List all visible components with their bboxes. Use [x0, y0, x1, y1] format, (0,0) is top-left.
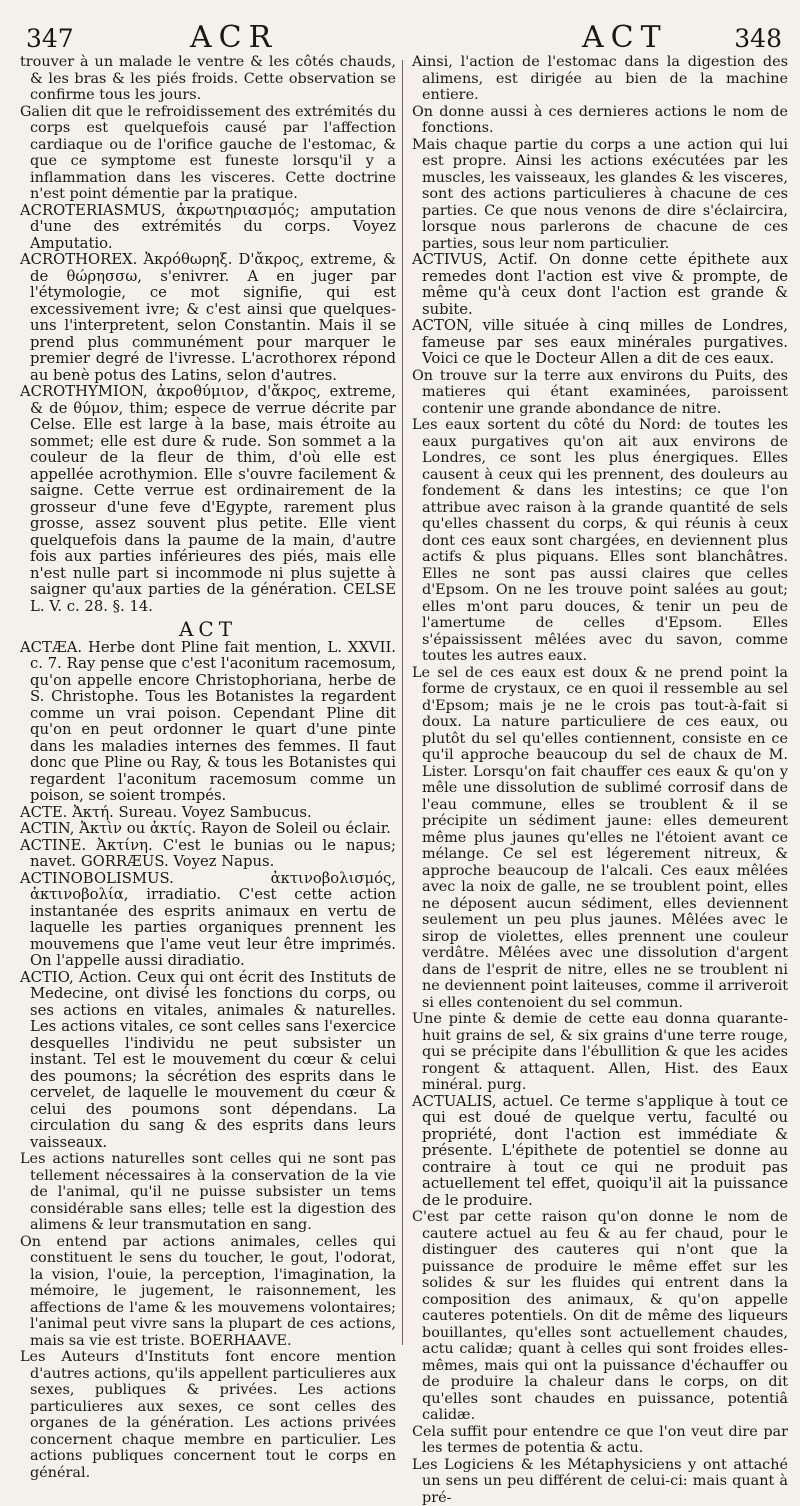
- paragraph: Ainsi, l'action de l'estomac dans la digestion des alimens, est dirigée au bien de la machine entiere.: [412, 54, 788, 104]
- entry-actine: ACTINE. Ἀκτίνη. C'est le bunias ou le napus; navet. GORRÆUS. Voyez Napus.: [20, 838, 396, 871]
- paragraph: trouver à un malade le ventre & les côtés chauds, & les bras & les piés froids. Cette observation se confirme tous les jours.: [20, 54, 396, 104]
- entry-actualis: ACTUALIS, actuel. Ce terme s'applique à tout ce qui est doué de quelque vertu, faculté ou propriété, dont l'action est immédiate & présente. L'épithete de potentiel se donne au contraire à tout ce qui ne produit pas actuellement tel effet, quoiqu'il ait la puissance de le produire.: [412, 1094, 788, 1210]
- entry-actinobolismus: ACTINOBOLISMUS. ἀκτινοβολισμός, ἀκτινοβολία, irradiatio. C'est cette action instantanée des esprits animaux en vertu de laquelle les parties organiques prennent les mouvemens que l'ame veut leur être imprimés. On l'appelle aussi diradiatio.: [20, 871, 396, 970]
- left-running-head: ACR: [190, 20, 278, 55]
- section-heading: ACT: [20, 621, 396, 638]
- entry-actio: ACTIO, Action. Ceux qui ont écrit des Instituts de Medecine, ont divisé les fonctions du corps, ou ses actions en vitales, animales & naturelles. Les actions vitales, ce sont celles sans l'exercice desquelles l'individu ne peut subsister un instant. Tel est le mouvement du cœur & celui des poumons; la sécrétion des esprits dans le cervelet, de laquelle le mouvement du cœur & celui des poumons sont dépendans. La circulation du sang & des esprits dans leurs vaisseaux.: [20, 970, 396, 1152]
- entry-acton: ACTON, ville située à cinq milles de Londres, fameuse par ses eaux minérales purgatives. Voici ce que le Docteur Allen a dit de ces eaux.: [412, 318, 788, 368]
- column-divider: [402, 60, 403, 1345]
- entry-activus: ACTIVUS, Actif. On donne cette épithete aux remedes dont l'action est vive & prompte, de même qu'à ceux dont l'action est grande & subite.: [412, 252, 788, 318]
- paragraph: Les Auteurs d'Instituts font encore mention d'autres actions, qu'ils appellent particulieres aux sexes, publiques & privées. Les actions particulieres aux sexes, ce sont celles des organes de la génération. Les actions privées concernent chaque membre en particulier. Les actions publiques concernent tout le corps en général.: [20, 1349, 396, 1481]
- paragraph: On trouve sur la terre aux environs du Puits, des matieres qui étant examinées, paroissent contenir une grande abondance de nitre.: [412, 368, 788, 418]
- paragraph: Cela suffit pour entendre ce que l'on veut dire par les termes de potentia & actu.: [412, 1424, 788, 1457]
- left-column: [20, 54, 396, 1481]
- entry-acroteriasmus: ACROTERIASMUS, ἀκρωτηριασμός; amputation d'une des extrémités du corps. Voyez Amputatio.: [20, 203, 396, 253]
- entry-acrothymion: ACROTHYMION, ἀκροθύμιον, d'ἄκρος, extreme, & de θύμον, thim; espece de verrue décrite par Celse. Elle est large à la base, mais étroite au sommet; elle est dure & rude. Son sommet a la couleur de la fleur de thim, d'où elle est appellée acrothymion. Elle s'ouvre facilement & saigne. Cette verrue est ordinairement de la grosseur d'une feve d'Egypte, rarement plus grosse, assez souvent plus petite. Elle vient quelquefois dans la paume de la main, d'autre fois aux parties inférieures des piés, mais elle n'est nulle part si incommode ni plus sujette à saigner qu'aux parties de la génération. CELSE L. V. c. 28. §. 14.: [20, 384, 396, 615]
- paragraph: Les eaux sortent du côté du Nord: de toutes les eaux purgatives qu'on ait aux environs de Londres, ce sont les plus énergiques. Elles causent à ceux qui les prennent, des douleurs au fondement & dans les intestins; ce que l'on attribue avec raison à la grande quantité de sels qu'elles chassent du corps, & qui réunis à ceux dont ces eaux sont chargées, en deviennent plus actifs & plus piquans. Elles sont blanchâtres. Elles ne sont pas aussi claires que celles d'Epsom. On ne les trouve point salées au gout; elles m'ont paru douces, & tenir un peu de l'amertume de celles d'Epsom. Elles s'épaississent mêlées avec du savon, comme toutes les autres eaux.: [412, 417, 788, 665]
- entry-actin: ACTIN, Ἀκτὶν ou ἀκτίς. Rayon de Soleil ou éclair.: [20, 821, 396, 838]
- entry-actaea: ACTÆA. Herbe dont Pline fait mention, L. XXVII. c. 7. Ray pense que c'est l'aconitum racemosum, qu'on appelle encore Christophoriana, herbe de S. Christophe. Tous les Botanistes la regardent comme un vrai poison. Cependant Pline dit qu'on en peut ordonner le quart d'une pinte dans les maladies internes des femmes. Il faut donc que Pline ou Ray, & tous les Botanistes qui regardent l'aconitum racemosum comme un poison, se soient trompés.: [20, 640, 396, 805]
- entry-acte: ACTE. Ἀκτή. Sureau. Voyez Sambucus.: [20, 805, 396, 822]
- paragraph: On entend par actions animales, celles qui constituent le sens du toucher, le gout, l'odorat, la vision, l'ouie, la perception, l'imagination, la mémoire, le jugement, le raisonnement, les affections de l'ame & les mouvemens volontaires; l'animal peut vivre sans la plupart de ces actions, mais sa vie est triste. BOERHAAVE.: [20, 1234, 396, 1350]
- paragraph: Une pinte & demie de cette eau donna quarante-huit grains de sel, & six grains d'une terre rouge, qui se précipite dans l'ébullition & que les acides rongent & attaquent. Allen, Hist. des Eaux minéral. purg.: [412, 1011, 788, 1094]
- paragraph: On donne aussi à ces dernieres actions le nom de fonctions.: [412, 104, 788, 137]
- right-running-head: ACT: [582, 20, 668, 55]
- paragraph: Galien dit que le refroidissement des extrémités du corps est quelquefois causé par l'affection cardiaque ou de l'orifice gauche de l'estomac, & que ce symptome est funeste lorsqu'il y a inflammation dans les visceres. Cette doctrine n'est point démentie par la pratique.: [20, 104, 396, 203]
- paragraph: Les Logiciens & les Métaphysiciens y ont attaché un sens un peu différent de celui-ci: mais quant à pré-: [412, 1457, 788, 1506]
- page-header: [20, 14, 786, 58]
- entry-acrothorex: ACROTHOREX. Ἀκρόθωρηξ. D'ἄκρος, extreme, & de θώρησσω, s'enivrer. A en juger par l'étymologie, ce mot signifie, qui est excessivement ivre; & c'est ainsi que quelques-uns l'interpretent, selon Constantin. Mais il se prend plus communément pour marquer le premier degré de l'ivresse. L'acrothorex répond au benè potus des Latins, selon d'autres.: [20, 252, 396, 384]
- paragraph: C'est par cette raison qu'on donne le nom de cautere actuel au feu & au fer chaud, pour le distinguer des cauteres qui n'ont que la puissance de produire le même effet sur les solides & sur les fluides qui entrent dans la composition des animaux, & qu'on appelle cauteres potentiels. On dit de même des liqueurs bouillantes, qu'elles sont actuellement chaudes, actu calidæ; quant à celles qui sont froides elles-mêmes, mais qui ont la puissance d'échauffer ou de produire la chaleur dans le corps, on dit qu'elles sont chaudes en puissance, potentiâ calidæ.: [412, 1209, 788, 1424]
- paragraph: Les actions naturelles sont celles qui ne sont pas tellement nécessaires à la conservation de la vie de l'animal, qu'il ne puisse subsister un tems considérable sans elles; telle est la digestion des alimens & leur transmutation en sang.: [20, 1151, 396, 1234]
- paragraph: Le sel de ces eaux est doux & ne prend point la forme de crystaux, ce en quoi il ressemble au sel d'Epsom; mais je ne le crois pas tout-à-fait si doux. La nature particuliere de ces eaux, ou plutôt du sel qu'elles contiennent, consiste en ce qu'il approche beaucoup du sel de chaux de M. Lister. Lorsqu'on fait chauffer ces eaux & qu'on y mêle une dissolution de sublimé corrosif dans de l'eau commune, elles se troublent & il se précipite un sédiment jaune: elles demeurent même plus jaunes qu'elles ne l'étoient avant ce mélange. Ce sel est légerement nitreux, & approche beaucoup de l'alcali. Ces eaux mêlées avec la noix de galle, ne se troublent point, elles ne déposent aucun sédiment, elles deviennent seulement un peu plus jaunes. Mêlées avec le sirop de violettes, elles prennent une couleur verdâtre. Mêlées avec une dissolution d'argent dans de l'esprit de nitre, elles ne se troublent ni ne deviennent point laiteuses, comme il arriveroit si elles contenoient du sel commun.: [412, 665, 788, 1012]
- right-column: [412, 54, 788, 1506]
- right-page-number: 348: [734, 24, 782, 53]
- left-page-number: 347: [26, 24, 74, 53]
- paragraph: Mais chaque partie du corps a une action qui lui est propre. Ainsi les actions exécutées par les muscles, les vaisseaux, les glandes & les visceres, sont des actions particulieres à chacune de ces parties. Ce que nous venons de dire s'éclaircira, lorsque nous parlerons de chacune de ces parties, sous leur nom particulier.: [412, 137, 788, 253]
